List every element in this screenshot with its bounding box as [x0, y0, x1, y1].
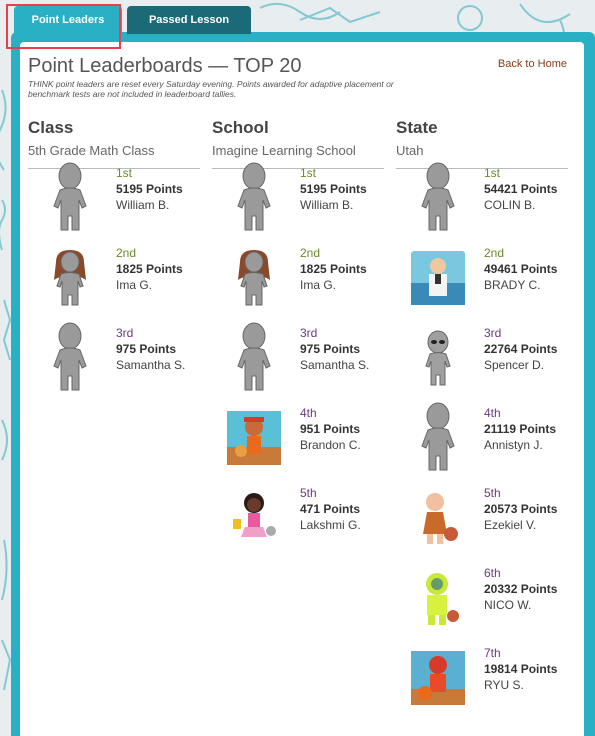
leader-entry [212, 322, 384, 394]
leader-points: 5195 Points [116, 182, 183, 196]
leader-name: BRADY C. [484, 278, 541, 292]
girl-avatar-icon [42, 242, 98, 314]
leader-rank: 2nd [300, 246, 321, 260]
column-school [212, 118, 384, 532]
alien-avatar-icon [410, 322, 466, 394]
leader-name: Samantha S. [300, 358, 370, 372]
column-subheading: 5th Grade Math Class [28, 143, 155, 158]
explorer-avatar-icon [226, 402, 282, 474]
caveman-avatar-icon [410, 482, 466, 554]
leader-points: 22764 Points [484, 342, 558, 356]
leader-rank: 5th [300, 486, 317, 500]
leader-points: 975 Points [300, 342, 361, 356]
leader-name: William B. [300, 198, 354, 212]
leader-name: NICO W. [484, 598, 532, 612]
leader-name: William B. [116, 198, 170, 212]
scientist-avatar-icon [410, 242, 466, 314]
ninja-avatar-icon [410, 642, 466, 714]
leader-name: Samantha S. [116, 358, 186, 372]
column-heading: Class [28, 118, 74, 137]
leader-rank: 1st [300, 166, 317, 180]
leader-entry [28, 242, 200, 314]
default-avatar-icon [42, 322, 98, 394]
leader-entry [396, 562, 568, 634]
default-avatar-icon [226, 322, 282, 394]
column-heading: State [396, 118, 438, 137]
leader-points: 951 Points [300, 422, 361, 436]
column-subheading: Utah [396, 143, 424, 158]
leader-rank: 3rd [484, 326, 502, 340]
leader-entry [212, 402, 384, 474]
leader-rank: 5th [484, 486, 501, 500]
girl-avatar-icon [226, 242, 282, 314]
leader-rank: 4th [300, 406, 317, 420]
cheer-avatar-icon [226, 482, 282, 554]
leader-rank: 6th [484, 566, 501, 580]
page-title: Point Leaderboards — TOP 20 [28, 55, 302, 77]
leader-rank: 1st [116, 166, 133, 180]
column-state [396, 118, 568, 692]
leader-rank: 1st [484, 166, 501, 180]
leader-name: Ima G. [300, 278, 337, 292]
leader-rank: 2nd [116, 246, 137, 260]
leader-points: 20332 Points [484, 582, 558, 596]
hazmat-avatar-icon [410, 562, 466, 634]
leader-name: Spencer D. [484, 358, 545, 372]
leader-entry [396, 242, 568, 314]
leader-points: 49461 Points [484, 262, 558, 276]
leader-entry [396, 402, 568, 474]
leader-name: RYU S. [484, 678, 524, 692]
leader-entry [28, 162, 200, 234]
leader-points: 54421 Points [484, 182, 558, 196]
leader-entry [212, 162, 384, 234]
column-subheading: Imagine Learning School [212, 143, 356, 158]
back-to-home-link[interactable]: Back to Home [497, 58, 567, 70]
leader-rank: 2nd [484, 246, 505, 260]
leader-entry [396, 162, 568, 234]
page-subtitle: THINK point leaders are reset every Saturday evening. Points awarded for adaptive placement or benchmark tests are not included in leaderboard tallies. [28, 79, 394, 99]
column-heading: School [212, 118, 269, 137]
leader-name: Lakshmi G. [300, 518, 361, 532]
tab-point-leaders[interactable]: Point Leaders [14, 6, 122, 34]
default-avatar-icon [410, 162, 466, 234]
leaderboard-panel [20, 42, 584, 736]
leader-name: Ima G. [116, 278, 153, 292]
leader-entry [212, 482, 384, 554]
leader-entry [396, 642, 568, 714]
default-avatar-icon [42, 162, 98, 234]
leader-rank: 3rd [116, 326, 134, 340]
leader-entry [396, 482, 568, 554]
leader-points: 21119 Points [484, 422, 557, 436]
leader-points: 1825 Points [300, 262, 367, 276]
leader-entry [212, 242, 384, 314]
leader-entry [396, 322, 568, 394]
leader-name: COLIN B. [484, 198, 536, 212]
leader-rank: 3rd [300, 326, 318, 340]
leader-points: 975 Points [116, 342, 177, 356]
leader-points: 1825 Points [116, 262, 183, 276]
leader-points: 471 Points [300, 502, 361, 516]
leader-name: Annistyn J. [484, 438, 543, 452]
leader-points: 20573 Points [484, 502, 558, 516]
leader-entry [28, 322, 200, 394]
default-avatar-icon [226, 162, 282, 234]
leader-points: 5195 Points [300, 182, 367, 196]
leader-rank: 7th [484, 646, 501, 660]
leader-rank: 4th [484, 406, 501, 420]
default-avatar-icon [410, 402, 466, 474]
column-class [28, 118, 200, 372]
leader-points: 19814 Points [484, 662, 558, 676]
tab-passed-lesson-leaders[interactable]: Passed Lesson Leaders [127, 6, 251, 34]
leader-name: Ezekiel V. [484, 518, 537, 532]
leader-name: Brandon C. [300, 438, 361, 452]
